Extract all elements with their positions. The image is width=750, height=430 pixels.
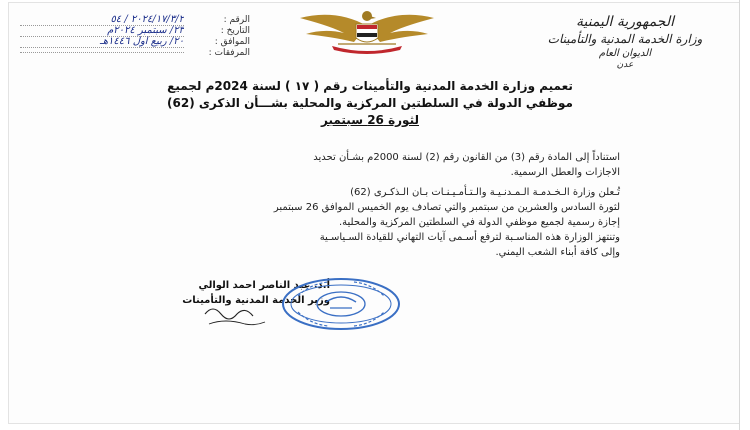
meta-row-attachments xyxy=(20,47,250,58)
hijri-label: الموافق : xyxy=(214,36,250,47)
paragraph-1 xyxy=(120,150,620,180)
p2-line-1: تُـعلن وزارة الـخـدمـة الـمـدنـيـة والـتـأمـيـنـات بـان الـذكـرى (62) xyxy=(350,187,620,198)
number-value: ٢٠٢٤/١٧/٣/٢ / ٥٤ xyxy=(20,14,184,26)
p1-line-1: استناداً إلى المادة رقم (3) من القانون رقم (2) لسنة 2000م بشـأن تحديد xyxy=(313,152,620,163)
page-edge-divider xyxy=(739,0,740,430)
handwritten-signature-icon xyxy=(195,300,275,330)
paragraph-2 xyxy=(120,185,620,230)
p2-line-3: إجازة رسمية لجميع موظفي الدولة في السلطتين المركزية والمحلية. xyxy=(338,217,620,228)
attachments-label: المرفقات : xyxy=(208,47,250,58)
reference-meta-block xyxy=(20,14,250,58)
p3-line-1: وتنتهز الوزارة هذه المناسـبة لترفع أسـمى آيات التهاني للقيادة السـياسـية xyxy=(319,232,620,243)
meta-row-hijri xyxy=(20,36,250,47)
number-label: الرقم : xyxy=(223,14,250,25)
official-stamp-icon xyxy=(280,276,402,332)
title-line-1: تعميم وزارة الخدمة المدنية والتأمينات رقم ( ١٧ ) لسنة 2024م لجميع xyxy=(167,79,573,93)
p3-line-2: وإلى كافة أبناء الشعب اليمني. xyxy=(495,247,620,258)
date-value: ٢٣/ سبتمبر ٢٠٢٤م xyxy=(20,25,184,37)
title-line-3: لثورة 26 سبتمبر xyxy=(321,113,419,127)
p2-line-2: لثورة السادس والعشرين من سبتمبر والتي تصادف يوم الخميس الموافق 26 سبتمبر xyxy=(273,202,620,213)
header-country: الجمهورية اليمنية xyxy=(575,14,674,30)
header-office: الديوان العام xyxy=(598,48,652,59)
signatory-name: أ.د. عبد الناصر احمد الوالي xyxy=(198,280,330,291)
hijri-value: ٢٠/ ربيع أول ١٤٤٦هـ xyxy=(20,36,184,48)
yemen-emblem-icon xyxy=(292,6,442,56)
circular-title xyxy=(140,78,600,129)
signatory-title: وزير الخدمة المدنية والتأمينات xyxy=(182,295,330,306)
date-label: التاريخ : xyxy=(220,25,250,36)
meta-row-number xyxy=(20,14,250,25)
header-ministry: وزارة الخدمة المدنية والتأمينات xyxy=(547,32,703,46)
header-city: عدن xyxy=(616,60,634,70)
attachments-value xyxy=(20,52,184,53)
paragraph-3 xyxy=(120,230,620,260)
p1-line-2: الاجازات والعطل الرسمية. xyxy=(510,167,620,178)
title-line-2: موظفي الدولة في السلطتين المركزية والمحلية بشـــأن الذكرى (62) xyxy=(167,96,573,110)
ministry-header xyxy=(530,14,720,70)
meta-row-date xyxy=(20,25,250,36)
